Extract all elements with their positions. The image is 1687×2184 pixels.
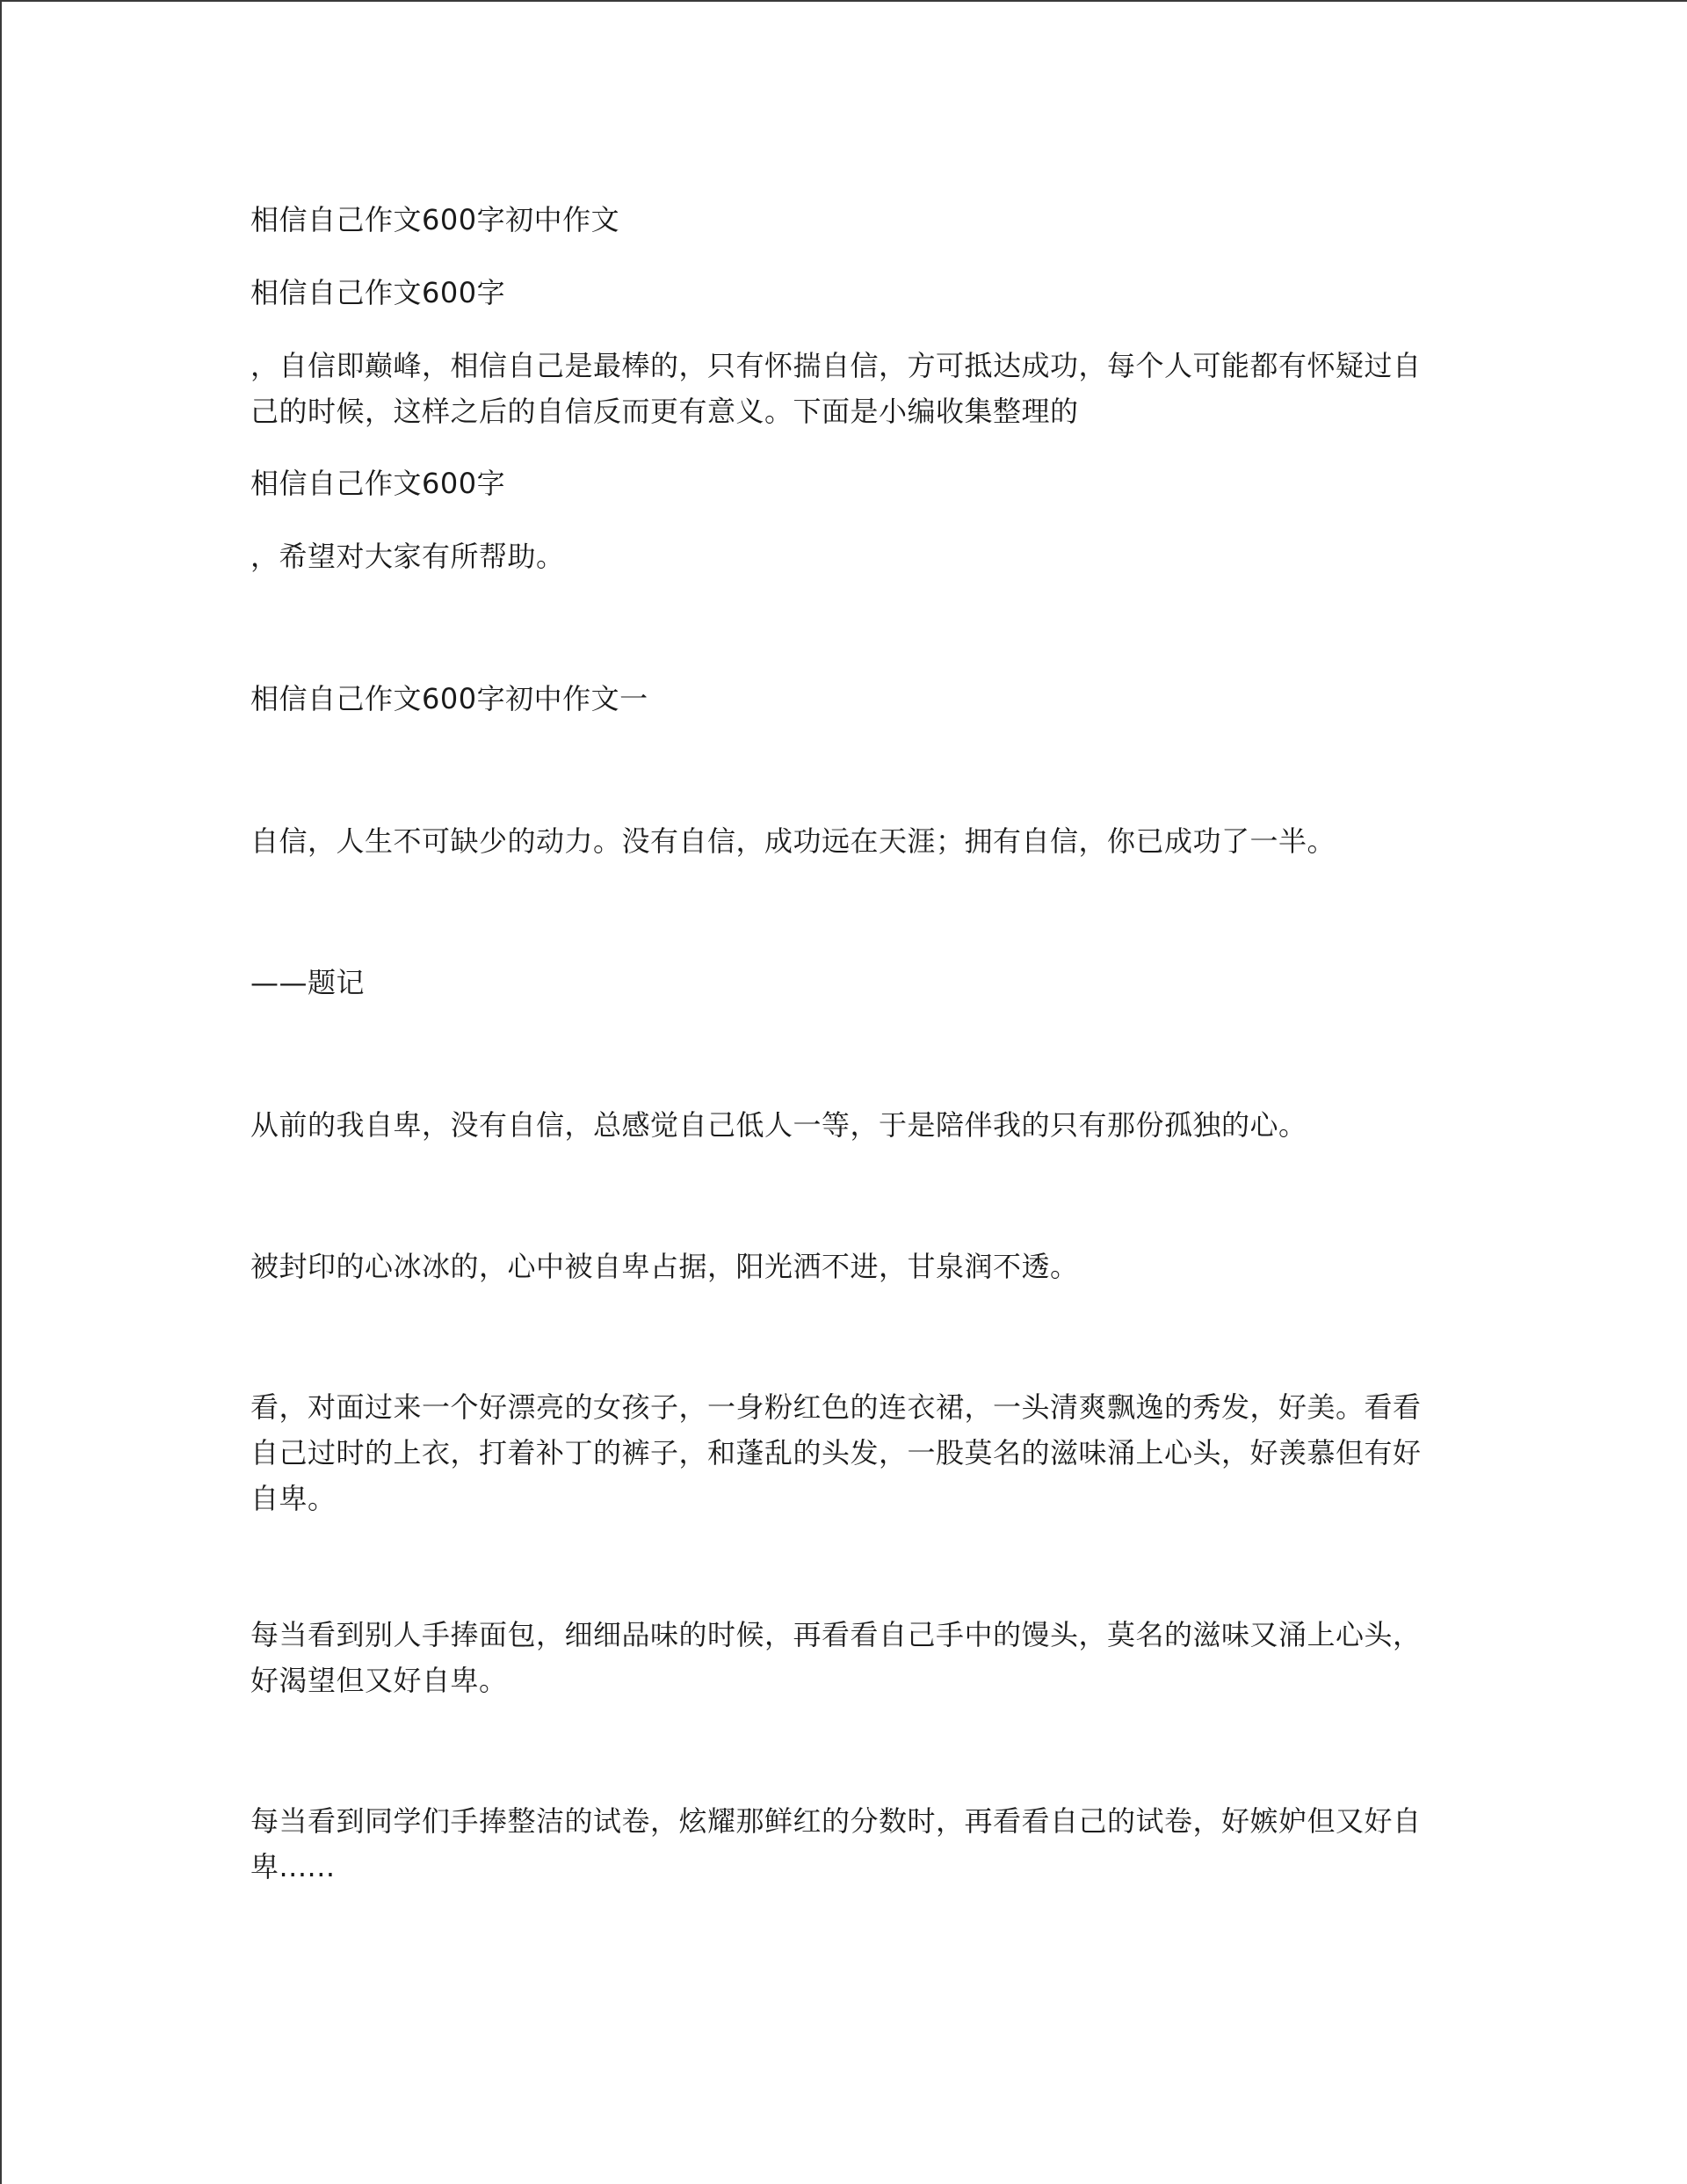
document-heading-repeat: 相信自己作文600字 [250,467,506,500]
intro-paragraph: ，自信即巅峰，相信自己是最棒的，只有怀揣自信，方可抵达成功，每个人可能都有怀疑过自己的时候，这样之后的自信反而更有意义。下面是小编收集整理的 [250,349,1422,428]
body-paragraph: 每当看到别人手捧面包，细细品味的时候，再看看自己手中的馒头，莫名的滋味又涌上心头，好渴望但又好自卑。 [250,1618,1422,1697]
document-title: 相信自己作文600字初中作文 [250,203,620,236]
intro-end-paragraph: ，希望对大家有所帮助。 [250,540,565,573]
body-paragraph: 自信，人生不可缺少的动力。没有自信，成功远在天涯；拥有自信，你已成功了一半。 [250,824,1336,858]
body-paragraph: 每当看到同学们手捧整洁的试卷，炫耀那鲜红的分数时，再看看自己的试卷，好嫉妒但又好自卑...... [250,1804,1422,1883]
body-paragraph: 被封印的心冰冰的，心中被自卑占据，阳光洒不进，甘泉润不透。 [250,1250,1079,1283]
body-paragraph: 从前的我自卑，没有自信，总感觉自己低人一等，于是陪伴我的只有那份孤独的心。 [250,1108,1307,1142]
body-paragraph: 看，对面过来一个好漂亮的女孩子，一身粉红色的连衣裙，一头清爽飘逸的秀发，好美。看看自己过时的上衣，打着补丁的裤子，和蓬乱的头发，一股莫名的滋味涌上心头，好羡慕但有好自卑。 [250,1390,1422,1515]
section-title: 相信自己作文600字初中作文一 [250,682,648,715]
document-heading-repeat: 相信自己作文600字 [250,276,506,309]
epigraph-note: ——题记 [250,966,366,999]
